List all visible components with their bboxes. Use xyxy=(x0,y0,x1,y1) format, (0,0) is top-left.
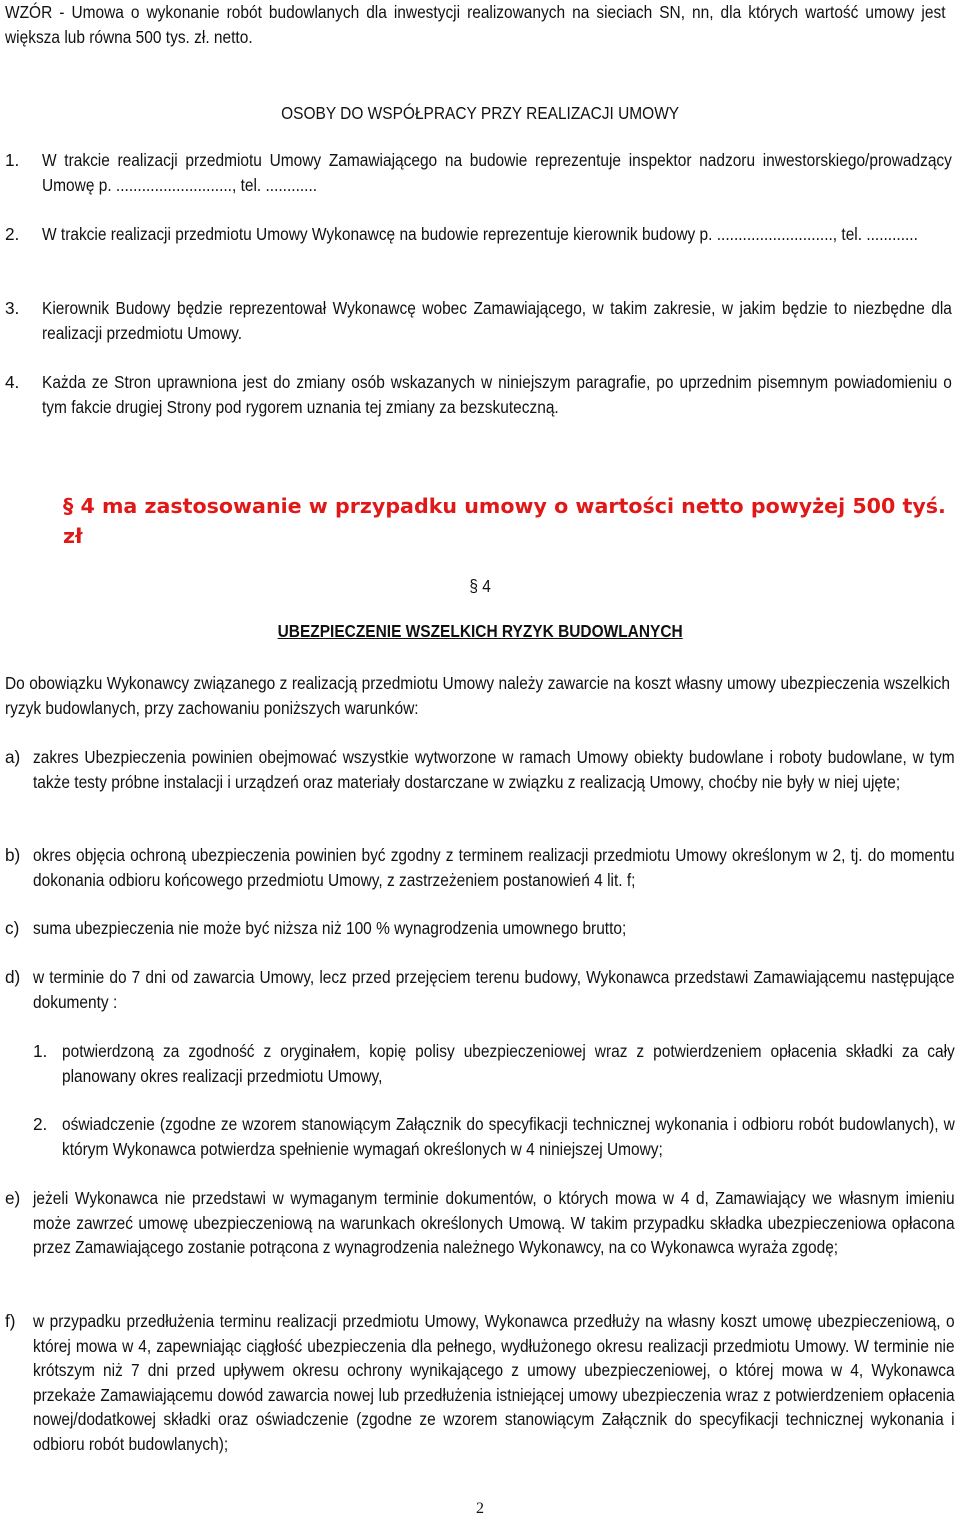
paragraph-sign-icon: § xyxy=(469,576,483,596)
item-text: Kierownik Budowy będzie reprezentował Wykonawcę wobec Zamawiającego, w takim zakresie, w jakim będzie to niezbędne dla realizacji przedmiotu Umowy. xyxy=(41,298,952,343)
item-letter: c) xyxy=(5,918,20,938)
item-number: 1. xyxy=(5,150,20,170)
item-text: jeżeli Wykonawca nie przedstawi w wymaganym terminie dokumentów, o których mowa w 4 d, Zamawiający we własnym imieniu może zawrzeć umowę ubezpieczeniową na warunkach określonych Umową. W takim przypadku składka ubezpieczeniowa opłacona przez Zamawiającego zostanie potrącona z wynagrodzenia należnego Wykonawcy, na co Wykonawca wyraża zgodę; xyxy=(33,1188,955,1258)
item-text: W trakcie realizacji przedmiotu Umowy Wykonawcę na budowie reprezentuje kierownik budowy p. ..........................., tel. ............ xyxy=(41,224,918,244)
item-number: 3. xyxy=(5,298,20,318)
section-intro: Do obowiązku Wykonawcy związanego z realizacją przedmiotu Umowy należy zawarcie na koszt własny umowy ubezpieczenia wszelkich ryzyk budowlanych, przy zachowaniu poniższych warunków: xyxy=(5,673,950,718)
item-text: w terminie do 7 dni od zawarcia Umowy, lecz przed przejęciem terenu budowy, Wykonawca przedstawi Zamawiającemu następujące dokumenty : xyxy=(33,967,955,1012)
notice-red xyxy=(63,491,958,551)
item-text: potwierdzoną za zgodność z oryginałem, kopię polisy ubezpieczeniowej wraz z potwierdzeniem opłacenia składki za cały planowany okres realizacji przedmiotu Umowy, xyxy=(62,1041,955,1086)
item-letter: a) xyxy=(5,747,21,767)
section-title: UBEZPIECZENIE WSZELKICH RYZYK BUDOWLANYCH xyxy=(277,621,683,641)
item-text: oświadczenie (zgodne ze wzorem stanowiącym Załącznik do specyfikacji technicznej wykonania i odbioru robót budowlanych), w którym Wykonawca potwierdza spełnienie wymagań określonych w 4 niniejszej Umowy; xyxy=(62,1114,955,1159)
document-header: WZÓR - Umowa o wykonanie robót budowlanych dla inwestycji realizowanych na sieciach SN, nn, dla których wartość umowy jest większa lub równa 500 tys. zł. netto. xyxy=(5,2,946,47)
item-text: suma ubezpieczenia nie może być niższa niż 100 % wynagrodzenia umownego brutto; xyxy=(33,918,627,938)
page-number: 2 xyxy=(476,1500,484,1517)
item-text: zakres Ubezpieczenia powinien obejmować wszystkie wytworzone w ramach Umowy obiekty budowlane i roboty budowlane, w tym także testy próbne instalacji i urządzeń oraz materiały dostarczane w związku z realizacją Umowy, choćby nie były w niej ujęte; xyxy=(33,747,955,792)
item-letter: f) xyxy=(5,1311,16,1331)
item-number: 2. xyxy=(33,1114,48,1134)
notice-text: 4 ma zastosowanie w przypadku umowy o wartości netto powyżej 500 tyś. zł xyxy=(63,494,946,548)
section-title-cooperation: OSOBY DO WSPÓŁPRACY PRZY REALIZACJI UMOWY xyxy=(281,103,680,123)
paragraph-sign-icon: § xyxy=(63,494,81,518)
item-number: 2. xyxy=(5,224,20,244)
item-number: 4. xyxy=(5,372,20,392)
item-number: 1. xyxy=(33,1041,48,1061)
section-number: § 4 xyxy=(469,576,491,596)
item-letter: d) xyxy=(5,967,21,987)
item-letter: e) xyxy=(5,1188,21,1208)
item-text: w przypadku przedłużenia terminu realizacji przedmiotu Umowy, Wykonawca przedłuży na własny koszt umowę ubezpieczeniową, o której mowa w 4, zapewniając ciągłość ubezpieczenia dla pełnego, wydłużonego okresu realizacji przedmiotu Umowy. W terminie nie krótszym niż 7 dni przed upływem okresu ochrony wynikającego z umowy ubezpieczeniowej, o której mowa w 4, Wykonawca przekaże Zamawiającemu dowód zawarcia nowej lub przedłużenia istniejącej umowy ubezpieczenia wraz z potwierdzeniem opłacenia nowej/dodatkowej składki oraz oświadczenie (zgodne ze wzorem stanowiącym Załącznik do specyfikacji technicznej wykonania i odbioru robót budowlanych); xyxy=(33,1311,955,1454)
item-text: W trakcie realizacji przedmiotu Umowy Zamawiającego na budowie reprezentuje inspektor nadzoru inwestorskiego/prowadzący Umowę p. ..........................., tel. ............ xyxy=(41,150,952,195)
item-letter: b) xyxy=(5,845,21,865)
item-text: okres objęcia ochroną ubezpieczenia powinien być zgodny z terminem realizacji przedmiotu Umowy określonym w 2, tj. do momentu dokonania odbioru końcowego przedmiotu Umowy, z zastrzeżeniem postanowień 4 lit. f; xyxy=(33,845,955,890)
item-text: Każda ze Stron uprawniona jest do zmiany osób wskazanych w niniejszym paragrafie, po uprzednim pisemnym powiadomieniu o tym fakcie drugiej Strony pod rygorem uznania tej zmiany za bezskuteczną. xyxy=(41,372,952,417)
